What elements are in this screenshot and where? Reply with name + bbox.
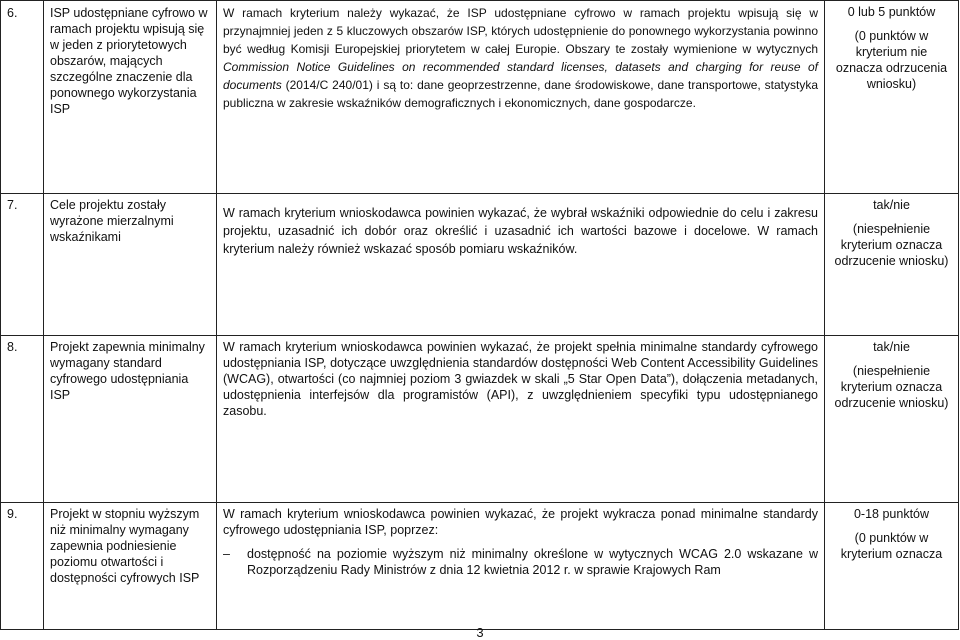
- points-value: 0 lub 5 punktów: [847, 5, 936, 19]
- criterion-points: [825, 1, 959, 194]
- list-item-text: dostępność na poziomie wyższym niż minimalny określone w wytycznych WCAG 2.0 wskazane w Rozporządzeniu Rady Ministrów z dnia 12 kwietnia 2012 r. w sprawie Krajowych Ram: [247, 547, 818, 577]
- points-note: (niespełnienie kryterium oznacza odrzucenie wniosku): [834, 222, 949, 268]
- criterion-name: Cele projektu zostały wyrażone mierzalnymi wskaźnikami: [44, 194, 217, 336]
- description-text: W ramach kryterium wnioskodawca powinien wykazać, że projekt wykracza ponad minimalne standardy cyfrowego udostępniania ISP, poprzez:: [223, 507, 818, 537]
- criterion-number: 9.: [1, 503, 44, 630]
- criterion-description: [217, 503, 825, 630]
- criterion-name: ISP udostępniane cyfrowo w ramach projektu wpisują się w jeden z priorytetowych obszarów, mających szczególne znaczenie dla ponownego wykorzystania ISP: [44, 1, 217, 194]
- criterion-number: 8.: [1, 336, 44, 503]
- points-note: (0 punktów w kryterium oznacza: [840, 531, 943, 561]
- table-row: [1, 503, 959, 630]
- criterion-name: Projekt w stopniu wyższym niż minimalny wymagany zapewnia podniesienie poziomu otwartości i dostępności cyfrowych ISP: [44, 503, 217, 630]
- points-value: tak/nie: [873, 340, 910, 354]
- points-note: (niespełnienie kryterium oznacza odrzucenie wniosku): [834, 364, 949, 410]
- table-row: [1, 1, 959, 194]
- points-value: tak/nie: [873, 198, 910, 212]
- criterion-name: Projekt zapewnia minimalny wymagany standard cyfrowego udostępniania ISP: [44, 336, 217, 503]
- criterion-points: [825, 194, 959, 336]
- criterion-description: W ramach kryterium wnioskodawca powinien wykazać, że wybrał wskaźniki odpowiednie do celu i zakresu projektu, uzasadnić ich dobór oraz określić i uzasadnić ich wartości bazowe i docelowe. W ramach kryterium należy również wskazać sposób pomiaru wskaźników.: [217, 194, 825, 336]
- dash-bullet: –: [223, 547, 230, 561]
- guidelines-title: Commission Notice Guidelines on recommended standard licenses, datasets and charging for reuse of documents: [223, 60, 818, 92]
- criterion-points: [825, 503, 959, 630]
- criterion-number: 7.: [1, 194, 44, 336]
- points-note: (0 punktów w kryterium nie oznacza odrzucenia wniosku): [835, 29, 948, 91]
- description-text-continued: (2014/C 240/01) i są to: dane geoprzestrzenne, dane środowiskowe, dane transportowe, statystyka publiczna w zakresie wskaźników demograficznych i ekonomicznych, dane gospodarcze.: [223, 78, 818, 110]
- table-row: [1, 336, 959, 503]
- page-number: 3: [476, 625, 484, 640]
- criterion-description: [217, 1, 825, 194]
- table-row: [1, 194, 959, 336]
- criterion-description: W ramach kryterium wnioskodawca powinien wykazać, że projekt spełnia minimalne standardy cyfrowego udostępniania ISP, dotyczące uwzględnienia standardów dostępności Web Content Accessibility Guidelines (WCAG), otwartości (co najmniej poziom 3 gwiazdek w skali „5 Star Open Data”), dołączenia metadanych, udostępnienia interfejsów dla programistów (API), z uwzględnieniem specyfiki typu udostępnianego zasobu.: [217, 336, 825, 503]
- criterion-points: [825, 336, 959, 503]
- list-item: [223, 546, 818, 578]
- description-text: W ramach kryterium należy wykazać, że ISP udostępniane cyfrowo w ramach projektu wpisują się w przynajmniej jeden z 5 kluczowych obszarów ISP, których udostępnienie do ponownego wykorzystania powinno być według Komisji Europejskiej priorytetem w całej Europie. Obszary te zostały wymienione w wytycznych: [223, 6, 818, 56]
- points-value: 0-18 punktów: [853, 507, 930, 521]
- criterion-number: 6.: [1, 1, 44, 194]
